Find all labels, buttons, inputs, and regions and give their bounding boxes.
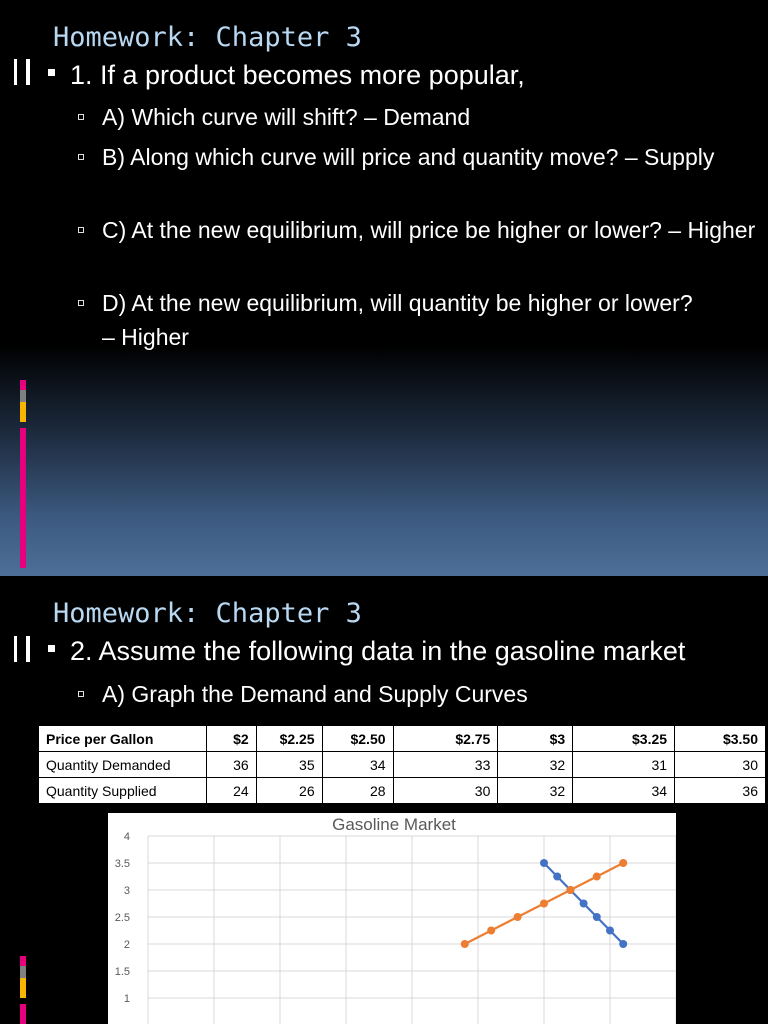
table-cell: 26 <box>256 778 322 804</box>
list-item-text: B) Along which curve will price and quantity move? – Supply <box>102 144 715 170</box>
list-item-text: D) At the new equilibrium, will quantity be higher or lower? – Higher <box>102 290 693 350</box>
table-cell: 32 <box>498 752 573 778</box>
row-label-cell: Quantity Supplied <box>39 778 207 804</box>
hollow-square-bullet-icon <box>78 691 84 697</box>
frame-mark <box>14 636 30 662</box>
list-item-text: C) At the new equilibrium, will price be higher or lower? – Higher <box>102 217 756 243</box>
gasoline-data-table <box>38 725 766 804</box>
frame-mark <box>14 59 30 85</box>
y-tick-label: 1 <box>123 993 130 1005</box>
square-bullet-icon <box>48 69 55 76</box>
table-cell: $2.25 <box>256 726 322 752</box>
demand-data-point <box>553 873 561 881</box>
chart-svg <box>108 813 676 1024</box>
table-cell: 30 <box>393 778 498 804</box>
y-tick-label: 4 <box>123 831 130 843</box>
y-tick-label: 1.5 <box>114 966 130 978</box>
table-cell: 31 <box>573 752 675 778</box>
supply-data-point <box>461 940 469 948</box>
demand-data-point <box>540 859 548 867</box>
list-item-text: A) Graph the Demand and Supply Curves <box>102 681 528 707</box>
list-item-text: A) Which curve will shift? – Demand <box>102 104 471 130</box>
table-cell: 33 <box>393 752 498 778</box>
table-cell: $3 <box>498 726 573 752</box>
gasoline-market-chart <box>108 813 676 1024</box>
accent-bar-pink <box>20 956 26 966</box>
table-cell: $3.50 <box>675 726 766 752</box>
list-item <box>78 213 762 247</box>
table-cell: 36 <box>675 778 766 804</box>
table-cell: 35 <box>256 752 322 778</box>
accent-bar-gray <box>20 390 26 402</box>
table-cell: $2 <box>206 726 256 752</box>
hollow-square-bullet-icon <box>78 300 84 306</box>
row-label-cell: Quantity Demanded <box>39 752 207 778</box>
y-tick-label: 3 <box>123 885 130 897</box>
question-1-text: 1. If a product becomes more popular, <box>70 60 525 90</box>
square-bullet-icon <box>48 645 55 652</box>
y-tick-label: 2 <box>123 939 130 951</box>
table-cell: 32 <box>498 778 573 804</box>
table-cell: $3.25 <box>573 726 675 752</box>
supply-data-point <box>540 900 548 908</box>
y-tick-label: 2.5 <box>114 912 130 924</box>
slide-2 <box>0 576 768 1024</box>
supply-data-point <box>514 913 522 921</box>
demand-data-point <box>593 913 601 921</box>
table-cell: 30 <box>675 752 766 778</box>
table-cell: 34 <box>573 778 675 804</box>
chart-title: Gasoline Market <box>332 815 456 834</box>
slide-title: Homework: Chapter 3 <box>53 22 362 53</box>
table-cell: 36 <box>206 752 256 778</box>
supply-data-point <box>593 873 601 881</box>
list-item <box>78 677 768 711</box>
accent-bar-yellow <box>20 402 26 422</box>
supply-data-point <box>566 886 574 894</box>
hollow-square-bullet-icon <box>78 154 84 160</box>
table-cell: 34 <box>322 752 393 778</box>
accent-bar-pink-long <box>20 1004 26 1024</box>
list-item <box>78 140 722 174</box>
table-header-row <box>39 726 766 752</box>
slide-title: Homework: Chapter 3 <box>53 598 362 629</box>
question-1 <box>48 60 525 91</box>
supply-data-point <box>487 927 495 935</box>
accent-bar-gray <box>20 966 26 978</box>
accent-bar-pink-long <box>20 428 26 568</box>
list-item <box>78 100 768 134</box>
demand-data-point <box>606 927 614 935</box>
table-row <box>39 778 766 804</box>
table-row <box>39 752 766 778</box>
accent-bar-yellow <box>20 978 26 998</box>
list-item <box>78 286 702 354</box>
table-cell: 28 <box>322 778 393 804</box>
question-2-text: 2. Assume the following data in the gasoline market <box>70 636 686 666</box>
demand-data-point <box>580 900 588 908</box>
supply-data-point <box>619 859 627 867</box>
row-label-cell: Price per Gallon <box>39 726 207 752</box>
accent-bar-pink <box>20 380 26 390</box>
table-cell: $2.75 <box>393 726 498 752</box>
hollow-square-bullet-icon <box>78 114 84 120</box>
question-2 <box>48 636 685 667</box>
demand-data-point <box>619 940 627 948</box>
hollow-square-bullet-icon <box>78 227 84 233</box>
y-tick-label: 3.5 <box>114 858 130 870</box>
table-cell: 24 <box>206 778 256 804</box>
table-cell: $2.50 <box>322 726 393 752</box>
